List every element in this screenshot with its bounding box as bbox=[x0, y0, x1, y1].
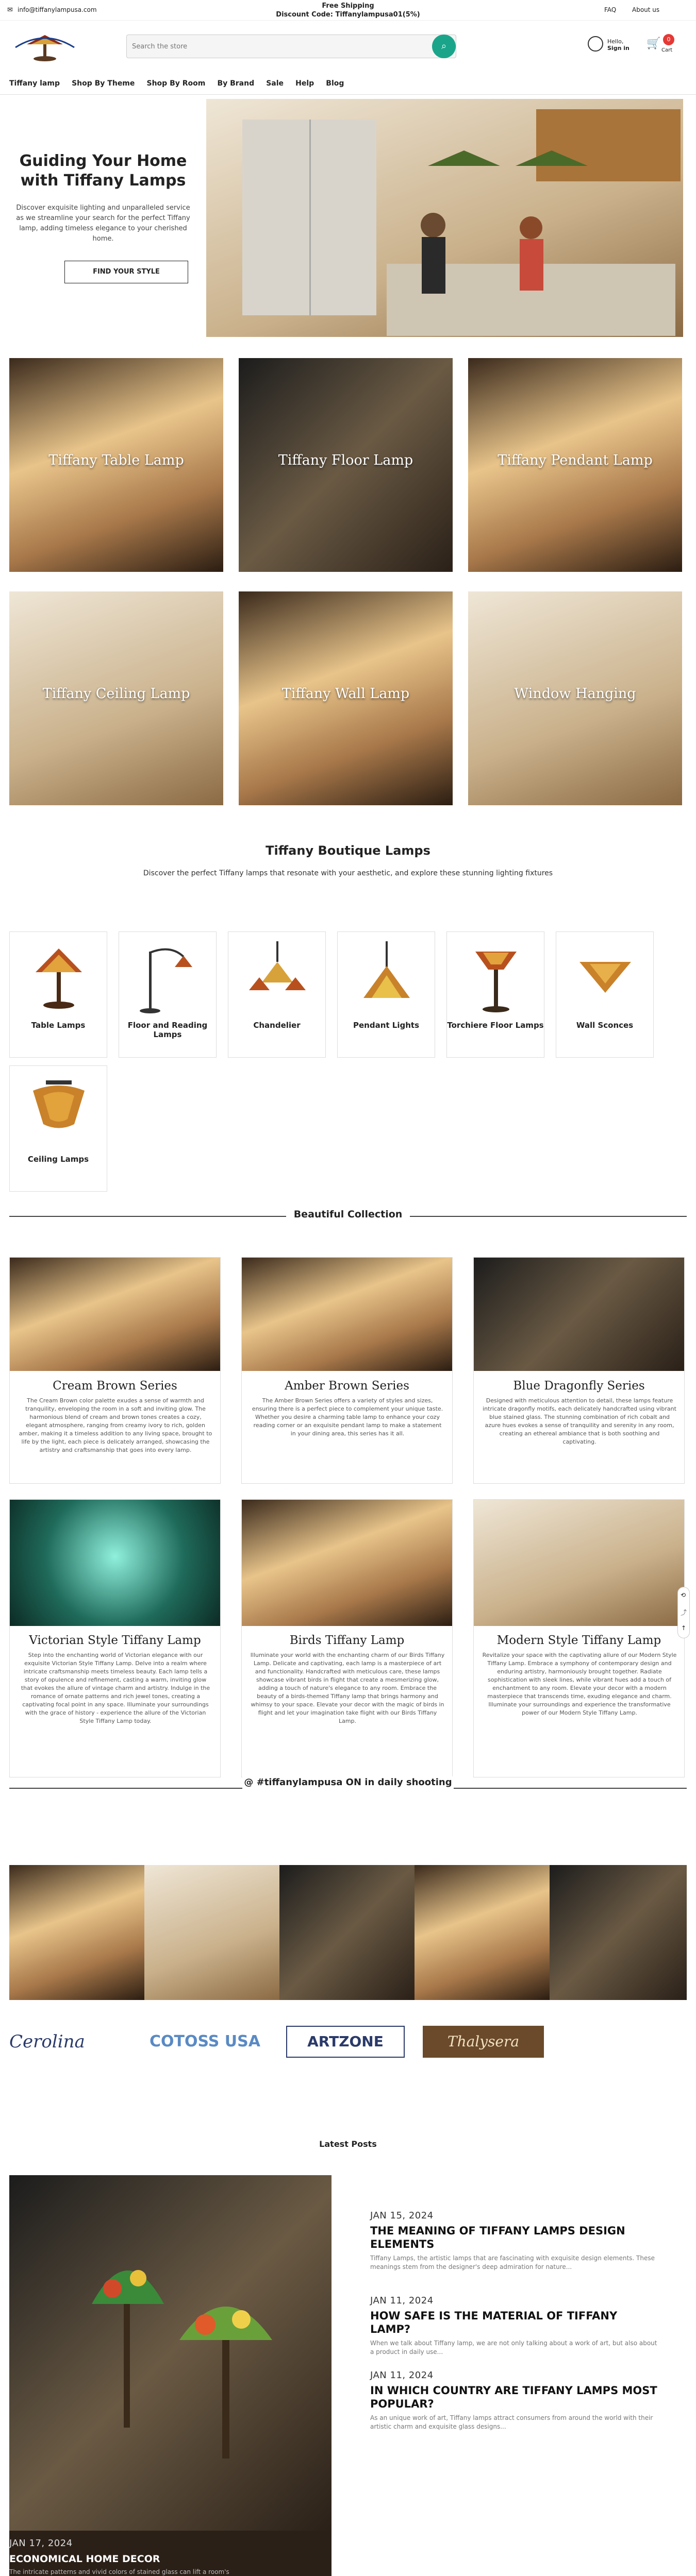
category-wall-sconces[interactable]: Wall Sconces bbox=[556, 931, 654, 1058]
brand-logo-thalysera[interactable]: Thalysera bbox=[423, 2026, 544, 2058]
wall-sconce-icon bbox=[572, 941, 639, 1013]
find-style-button[interactable]: FIND YOUR STYLE bbox=[64, 261, 188, 283]
collection-card-victorian[interactable]: Victorian Style Tiffany Lamp Step into the enchanting world of Victorian elegance with our exquisite Victorian Style Tiffany Lamp. Delve into a realm where intricate craftsmanship meets timeless beauty. Each lamp tells a story of opulence and refinement, casting a warm, inviting glow that evokes the allure of vintage charm and artistry. Indulge in the romance of ornate patterns and rich jewel tones, creating a captivating focal point in any space. Illuminate your surroundings with the grace of history - experience the allure of the Victorian Style Tiffany Lamp today. bbox=[9, 1499, 221, 1777]
category-floor-reading-lamps[interactable]: Floor and Reading Lamps bbox=[119, 931, 217, 1058]
promo-shipping: Free Shipping bbox=[322, 2, 374, 10]
instagram-photo[interactable] bbox=[279, 1865, 415, 2000]
collection-card-cream-brown[interactable]: Cream Brown Series The Cream Brown color palette exudes a sense of warmth and tranquility, enveloping the room in a soft and inviting glow. The harmonious blend of cream and brown tones creates a cozy, elegant atmosphere, ranging from creamy ivory to rich, golden amber, making it a timeless addition to any living space, brought to life by the light, each piece is delicately arranged, showcasing the artistry and craftsmanship that goes into every lamp. bbox=[9, 1257, 221, 1484]
collection-card-amber-brown[interactable]: Amber Brown Series The Amber Brown Series offers a variety of styles and sizes, ensuring there is a perfect piece to complement your unique taste. Whether you desire a charming table lamp to enhance your cozy reading corner or an exquisite pendant lamp to make a statement in your dining area, this series has it all. bbox=[241, 1257, 453, 1484]
hero-image bbox=[206, 99, 683, 337]
brand-logo-cerolina[interactable]: Cerolina bbox=[9, 2031, 85, 2052]
side-tools bbox=[677, 1587, 690, 1638]
faq-link[interactable]: FAQ bbox=[604, 6, 617, 13]
featured-post-excerpt: The intricate patterns and vivid colors of stained glass can lift a room's bbox=[9, 2568, 229, 2575]
instagram-photo[interactable] bbox=[415, 1865, 550, 2000]
tile-table-lamp[interactable]: Tiffany Table Lamp bbox=[9, 358, 223, 572]
chandelier-icon bbox=[244, 941, 311, 1013]
category-table-lamps[interactable]: Table Lamps bbox=[9, 931, 107, 1058]
main-nav bbox=[0, 72, 696, 95]
email-icon: ✉ bbox=[7, 6, 13, 14]
share-icon[interactable]: ⤴ bbox=[681, 1609, 687, 1616]
instagram-photo[interactable] bbox=[550, 1865, 687, 2000]
hero-text: Discover exquisite lighting and unparalleled service as we streamline your search for the perfect Tiffany lamp, adding timeless elegance to your cherished home. bbox=[16, 204, 190, 243]
featured-post-date: JAN 17, 2024 bbox=[9, 2538, 73, 2549]
hero-banner bbox=[0, 95, 696, 342]
tile-ceiling-lamp[interactable]: Tiffany Ceiling Lamp bbox=[9, 591, 223, 805]
instagram-photo[interactable] bbox=[144, 1865, 279, 2000]
back-to-top-icon[interactable]: ↑ bbox=[681, 1624, 687, 1632]
latest-posts-title: Latest Posts bbox=[319, 2139, 377, 2149]
brand-logo-artzone[interactable]: ARTZONE bbox=[286, 2026, 405, 2058]
search-button[interactable] bbox=[432, 35, 456, 58]
account-link[interactable]: Hello, Sign in bbox=[607, 38, 629, 52]
nav-shop-by-theme[interactable]: Shop By Theme bbox=[72, 79, 135, 88]
tile-wall-lamp[interactable]: Tiffany Wall Lamp bbox=[239, 591, 453, 805]
compare-icon[interactable]: ⟲ bbox=[681, 1591, 686, 1599]
featured-post[interactable] bbox=[9, 2175, 332, 2576]
instagram-title: @ #tiffanylampusa ON in daily shooting bbox=[242, 1776, 454, 1789]
cart-count-badge: 0 bbox=[663, 34, 674, 45]
category-chandelier[interactable]: Chandelier bbox=[228, 931, 326, 1058]
birds-image bbox=[242, 1500, 452, 1626]
site-header bbox=[0, 21, 696, 72]
modern-image bbox=[474, 1500, 684, 1626]
post-item[interactable]: JAN 11, 2024 IN WHICH COUNTRY ARE TIFFANY LAMPS MOST POPULAR? As an unique work of art, Tiffany lamps attract consumers from around the world with their artistic charm and exquisite glass designs... bbox=[370, 2370, 657, 2430]
nav-by-brand[interactable]: By Brand bbox=[217, 79, 255, 88]
nav-help[interactable]: Help bbox=[295, 79, 314, 88]
boutique-title: Tiffany Boutique Lamps bbox=[266, 843, 430, 858]
floor-lamp-icon bbox=[135, 941, 202, 1013]
search-input[interactable] bbox=[132, 40, 421, 53]
instagram-photo[interactable] bbox=[9, 1865, 144, 2000]
tile-floor-lamp[interactable]: Tiffany Floor Lamp bbox=[239, 358, 453, 572]
hero-title: Guiding Your Home with Tiffany Lamps bbox=[19, 152, 187, 190]
table-lamp-icon bbox=[25, 941, 92, 1013]
contact-email[interactable]: info@tiffanylampusa.com bbox=[18, 6, 97, 13]
promo-discount: Discount Code: Tiffanylampusa01(5%) bbox=[276, 11, 420, 19]
collection-card-birds[interactable]: Birds Tiffany Lamp Illuminate your world with the enchanting charm of our Birds Tiffany Lamp. Delicate and captivating, each lamp is a masterpiece of art and functionality. Handcrafted with meticulous care, these lamps showcase vibrant birds in flight that create a mesmerizing glow, adding a touch of nature's elegance to any room. Embrace the beauty of a birds-themed Tiffany lamp that brings harmony and whimsy to your space. Elevate your decor with the magic of birds in flight and let your imagination take flight with our Birds Tiffany Lamp. bbox=[241, 1499, 453, 1777]
nav-sale[interactable]: Sale bbox=[266, 79, 284, 88]
post-item[interactable]: JAN 15, 2024 THE MEANING OF TIFFANY LAMPS DESIGN ELEMENTS Tiffany Lamps, the artistic lamps that are fascinating with exquisite design elements. These meanings stem from the designer's deep admiration for nature... bbox=[370, 2210, 655, 2270]
collection-card-modern[interactable]: Modern Style Tiffany Lamp Revitalize your space with the captivating allure of our Modern Style Tiffany Lamp. Embrace a symphony of contemporary design and enduring artistry, harmoniously brought together. Radiate sophistication with sleek lines, while vibrant hues add a touch of enchantment to any room. Elevate your decor with a modern masterpiece that transcends time, exuding elegance and charm. Illuminate your surroundings and experience the transformative power of our Modern Style Tiffany Lamp. bbox=[473, 1499, 685, 1777]
amber-brown-image bbox=[242, 1258, 452, 1371]
cart-icon[interactable]: 🛒 bbox=[647, 37, 661, 50]
brand-logo[interactable] bbox=[11, 27, 78, 66]
featured-post-title: ECONOMICAL HOME DECOR bbox=[9, 2553, 160, 2565]
nav-blog[interactable]: Blog bbox=[326, 79, 344, 88]
post-item[interactable]: JAN 11, 2024 HOW SAFE IS THE MATERIAL OF TIFFANY LAMP? When we talk about Tiffany lamp, we are not only talking about a work of art, but also about a product in daily use... bbox=[370, 2295, 657, 2355]
ceiling-lamp-icon bbox=[25, 1075, 92, 1147]
search-icon: ⌕ bbox=[441, 41, 447, 52]
pendant-light-icon bbox=[353, 941, 420, 1013]
tile-pendant-lamp[interactable]: Tiffany Pendant Lamp bbox=[468, 358, 682, 572]
cream-brown-image bbox=[10, 1258, 220, 1371]
blue-dragonfly-image bbox=[474, 1258, 684, 1371]
user-icon[interactable] bbox=[588, 36, 603, 52]
about-link[interactable]: About us bbox=[632, 6, 660, 13]
boutique-subtitle: Discover the perfect Tiffany lamps that resonate with your aesthetic, and explore these stunning lighting fixtures bbox=[143, 869, 553, 877]
collection-card-blue-dragonfly[interactable]: Blue Dragonfly Series Designed with meticulous attention to detail, these lamps feature intricate dragonfly motifs, each delicately handcrafted using vibrant blue stained glass. The stunning combination of rich cobalt and azure hues evokes a sense of tranquility and serenity in any room, creating an ethereal ambiance that is both soothing and captivating. bbox=[473, 1257, 685, 1484]
victorian-image bbox=[10, 1500, 220, 1626]
nav-shop-by-room[interactable]: Shop By Room bbox=[146, 79, 206, 88]
category-ceiling-lamps[interactable]: Ceiling Lamps bbox=[9, 1065, 107, 1192]
category-torchiere-lamps[interactable]: Torchiere Floor Lamps bbox=[446, 931, 544, 1058]
category-pendant-lights[interactable]: Pendant Lights bbox=[337, 931, 435, 1058]
search-box bbox=[126, 35, 456, 58]
top-bar bbox=[0, 0, 696, 21]
tile-window-hanging[interactable]: Window Hanging bbox=[468, 591, 682, 805]
brand-logo-cotoss[interactable]: COTOSS USA bbox=[150, 2032, 260, 2050]
featured-post-image bbox=[9, 2175, 332, 2531]
cart-label: Cart bbox=[661, 47, 673, 53]
nav-tiffany-lamp[interactable]: Tiffany lamp bbox=[9, 79, 60, 88]
collection-title: Beautiful Collection bbox=[286, 1209, 410, 1220]
torchiere-icon bbox=[462, 941, 529, 1013]
